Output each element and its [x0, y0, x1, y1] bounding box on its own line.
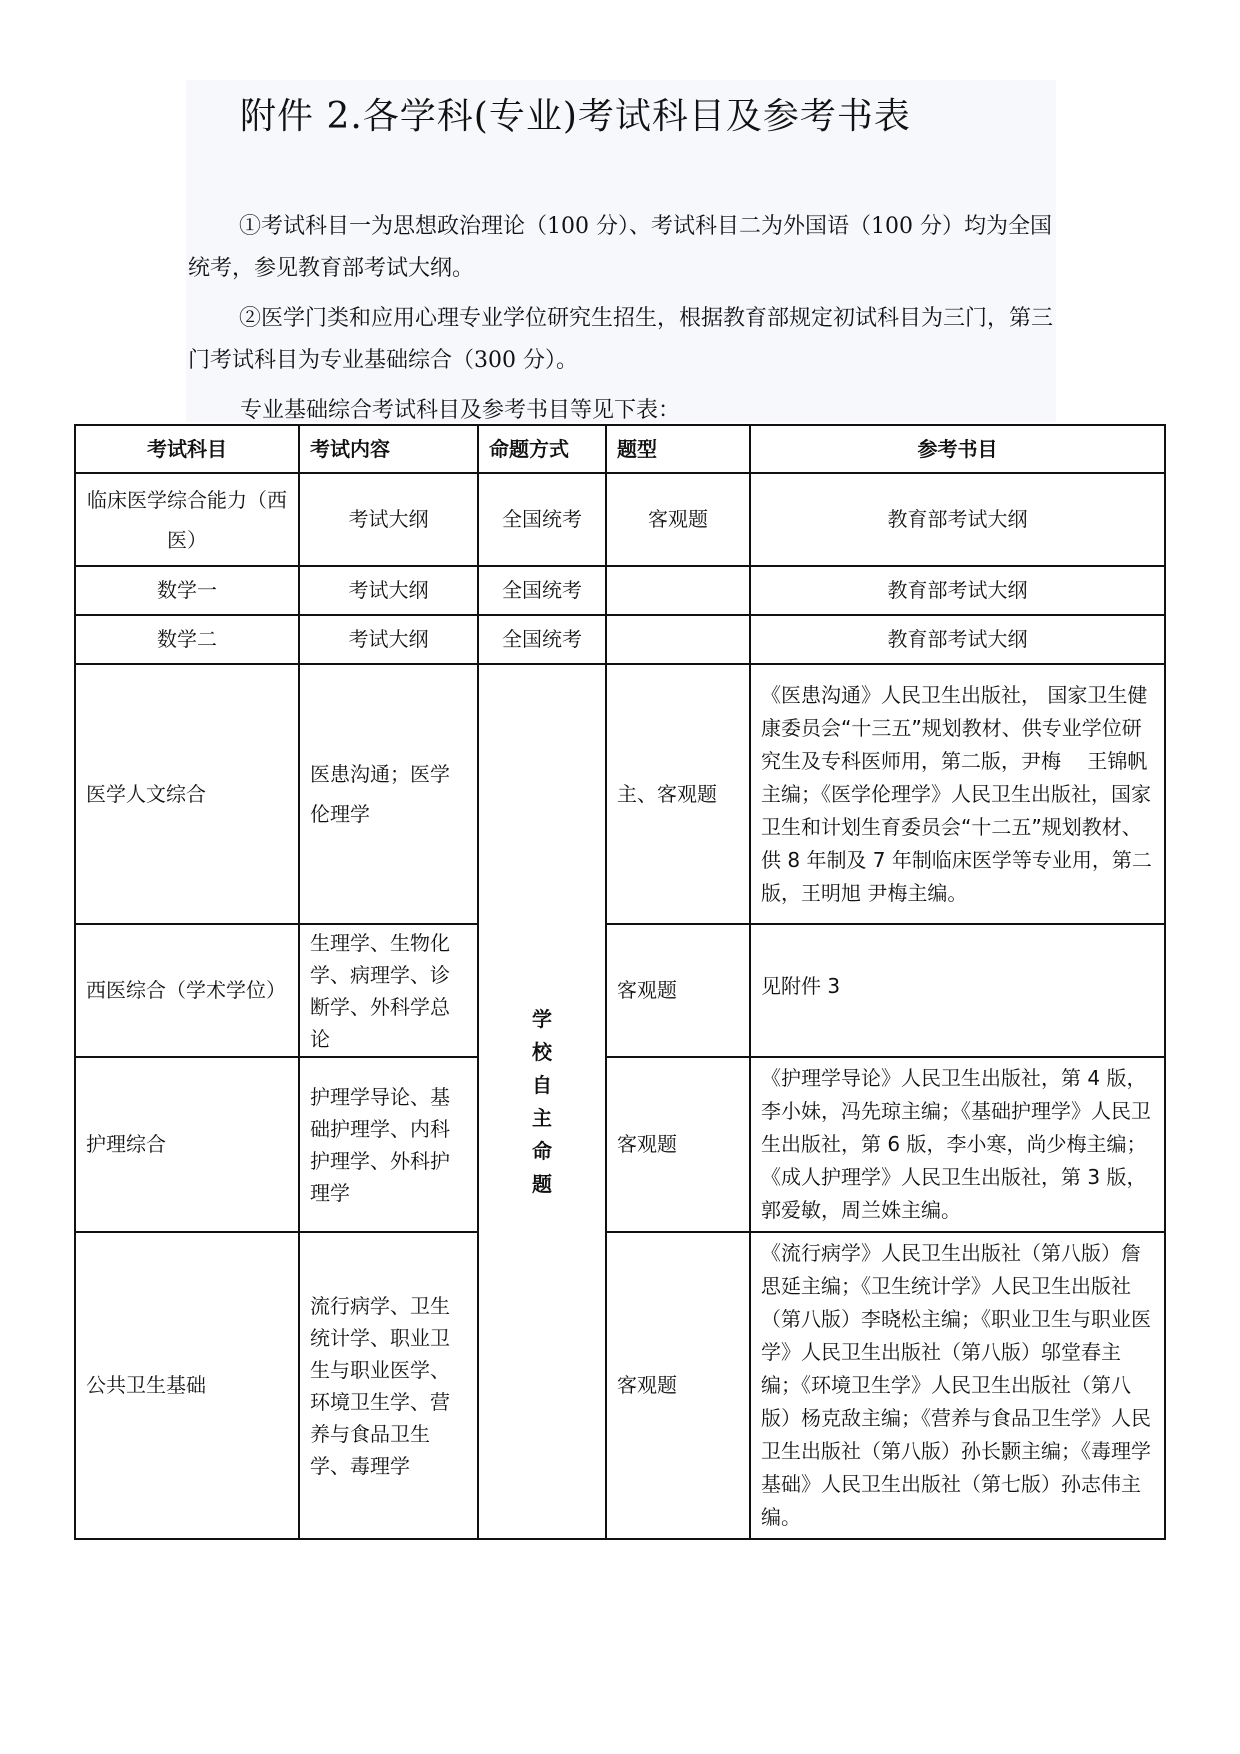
cell-reference: 《流行病学》人民卫生出版社（第八版）詹思延主编；《卫生统计学》人民卫生出版社（第八版）李晓松主编；《职业卫生与职业医学》人民卫生出版社（第八版）邬堂春主编；《环境卫生学》人民卫生出版社（第八版）杨克敌主编；《营养与食品卫生学》人民卫生出版社（第八版）孙长颢主编；《毒理学基础》人民卫生出版社（第七版）孙志伟主编。: [750, 1232, 1165, 1539]
cell-method: 全国统考: [478, 473, 606, 566]
header-type: 题型: [606, 425, 750, 473]
cell-content: 生理学、生物化学、病理学、诊断学、外科学总论: [299, 924, 478, 1057]
cell-subject: 公共卫生基础: [75, 1232, 299, 1539]
cell-reference: 《医患沟通》人民卫生出版社， 国家卫生健康委员会“十三五”规划教材、供专业学位研究生及专科医师用，第二版，尹梅 王锦帆主编；《医学伦理学》人民卫生出版社，国家卫生和计划生育委员会“十二五”规划教材、供 8 年制及 7 年制临床医学等专业用，第二版，王明旭 尹梅主编。: [750, 664, 1165, 924]
cell-type: 客观题: [606, 924, 750, 1057]
table-row: [75, 664, 1165, 924]
header-reference: 参考书目: [750, 425, 1165, 473]
cell-subject: 医学人文综合: [75, 664, 299, 924]
method-char: 主: [532, 1105, 552, 1130]
cell-content: 考试大纲: [299, 566, 478, 615]
cell-subject: 西医综合（学术学位）: [75, 924, 299, 1057]
table-row: [75, 473, 1165, 566]
exam-subjects-table: [74, 424, 1166, 1540]
cell-reference: 教育部考试大纲: [750, 615, 1165, 664]
table-row: [75, 924, 1165, 1057]
cell-subject: 数学二: [75, 615, 299, 664]
cell-subject: 数学一: [75, 566, 299, 615]
method-char: 题: [532, 1171, 552, 1196]
cell-type: 客观题: [606, 473, 750, 566]
cell-content: 流行病学、卫生统计学、职业卫生与职业医学、环境卫生学、营养与食品卫生学、毒理学: [299, 1232, 478, 1539]
method-char: 命: [532, 1138, 552, 1163]
table-row: [75, 566, 1165, 615]
method-char: 自: [532, 1072, 552, 1097]
cell-content: 考试大纲: [299, 473, 478, 566]
cell-type: 客观题: [606, 1232, 750, 1539]
method-char: 校: [532, 1039, 552, 1064]
intro-paragraph-1: ①考试科目一为思想政治理论（100 分）、考试科目二为外国语（100 分）均为全国统考，参见教育部考试大纲。: [188, 214, 1052, 281]
cell-method: 全国统考: [478, 566, 606, 615]
cell-subject: 临床医学综合能力（西医）: [75, 473, 299, 566]
table-row: [75, 1232, 1165, 1539]
header-subject: 考试科目: [75, 425, 299, 473]
cell-subject: 护理综合: [75, 1057, 299, 1232]
cell-method-school: [478, 664, 606, 1539]
cell-type: 客观题: [606, 1057, 750, 1232]
method-char: 学: [532, 1006, 552, 1031]
cell-content: 医患沟通；医学伦理学: [299, 664, 478, 924]
table-header-row: [75, 425, 1165, 473]
cell-reference: 见附件 3: [750, 924, 1165, 1057]
cell-type: 主、客观题: [606, 664, 750, 924]
header-method: 命题方式: [478, 425, 606, 473]
intro-paragraph-2: ②医学门类和应用心理专业学位研究生招生，根据教育部规定初试科目为三门，第三门考试科目为专业基础综合（300 分）。: [188, 306, 1054, 373]
cell-type: [606, 566, 750, 615]
cell-method: 全国统考: [478, 615, 606, 664]
table-row: [75, 615, 1165, 664]
cell-type: [606, 615, 750, 664]
header-content: 考试内容: [299, 425, 478, 473]
cell-content: 护理学导论、基础护理学、内科护理学、外科护理学: [299, 1057, 478, 1232]
cell-reference: 教育部考试大纲: [750, 566, 1165, 615]
cell-content: 考试大纲: [299, 615, 478, 664]
cell-reference: 《护理学导论》人民卫生出版社，第 4 版，李小妹，冯先琼主编；《基础护理学》人民卫生出版社，第 6 版，李小寒，尚少梅主编；《成人护理学》人民卫生出版社，第 3 版，郭爱敏，周兰姝主编。: [750, 1057, 1165, 1232]
intro-paragraph-3: 专业基础综合考试科目及参考书目等见下表：: [240, 398, 681, 423]
page-title: 附件 2.各学科(专业)考试科目及参考书表: [240, 96, 911, 137]
cell-reference: 教育部考试大纲: [750, 473, 1165, 566]
table-row: [75, 1057, 1165, 1232]
